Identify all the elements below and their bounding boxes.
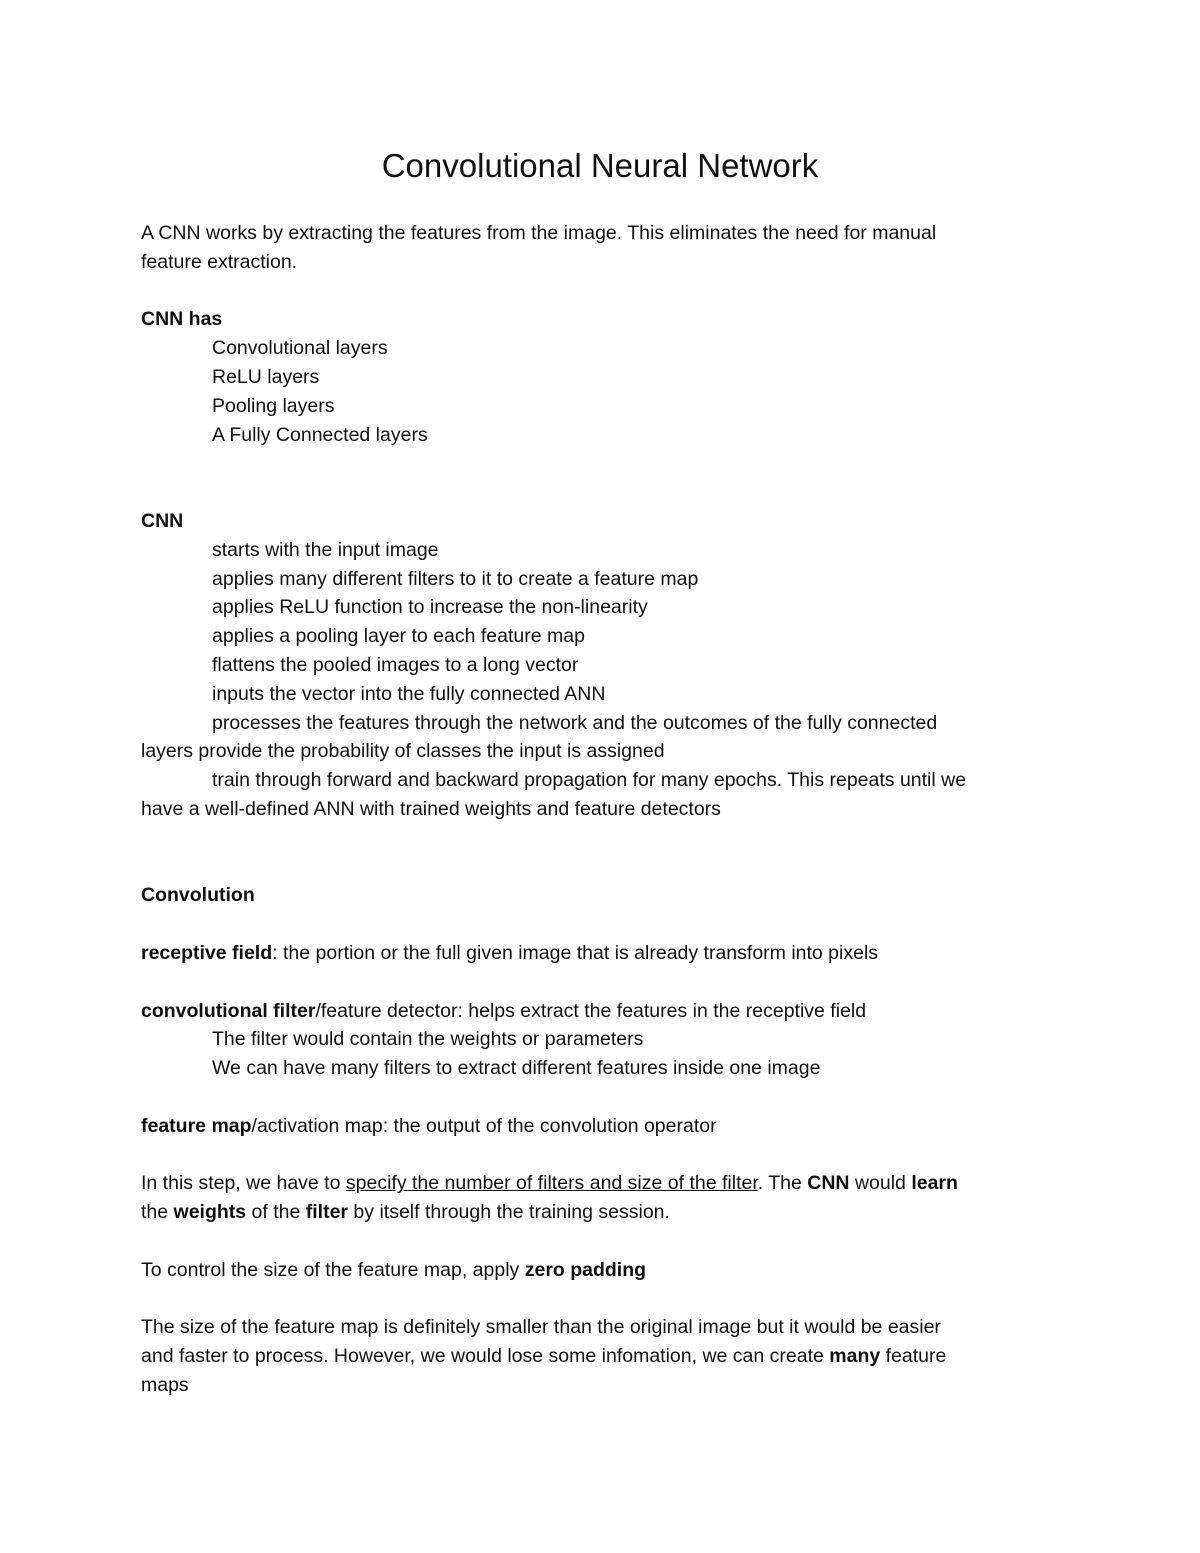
definition-text: : the portion or the full given image that is already transform into pixels xyxy=(272,941,879,964)
step-paragraph-line-1 xyxy=(141,1169,1071,1198)
cnn-has-item: A Fully Connected layers xyxy=(212,423,428,446)
cnn-steps-heading: CNN xyxy=(141,509,184,532)
cnn-step-item: applies many different filters to it to create a feature map xyxy=(212,567,699,590)
text: To control the size of the feature map, apply xyxy=(141,1258,525,1281)
cnn-has-item: Pooling layers xyxy=(212,394,335,417)
bold-text: many xyxy=(829,1345,881,1368)
underlined-text: specify the number of filters and size of the filter xyxy=(345,1172,758,1195)
text: and faster to process. However, we would lose some infomation, we can create xyxy=(141,1345,830,1368)
filter-definition xyxy=(141,997,1071,1026)
cnn-has-item: Convolutional layers xyxy=(212,337,388,360)
feature-map-definition xyxy=(141,1112,1071,1141)
page-title: Convolutional Neural Network xyxy=(381,147,819,184)
definition-text: /feature detector: helps extract the features in the receptive field xyxy=(315,999,867,1022)
cnn-step-item: flattens the pooled images to a long vector xyxy=(212,653,579,676)
text: of the xyxy=(246,1201,306,1224)
cnn-has-item: ReLU layers xyxy=(212,365,320,388)
cnn-step-item: train through forward and backward propagation for many epochs. This repeats until we xyxy=(212,769,967,792)
size-paragraph-line-1: The size of the feature map is definitely smaller than the original image but it would be easier xyxy=(141,1316,941,1339)
text: . The xyxy=(757,1172,808,1195)
convolution-heading: Convolution xyxy=(141,884,255,907)
padding-paragraph xyxy=(141,1256,1071,1285)
definition-text: /activation map: the output of the convolution operator xyxy=(251,1114,717,1137)
text: would xyxy=(849,1172,912,1195)
bold-text: learn xyxy=(911,1172,958,1195)
term: receptive field xyxy=(141,941,273,964)
cnn-step-wrap: have a well-defined ANN with trained weights and feature detectors xyxy=(141,797,721,820)
filter-sub-item: We can have many filters to extract different features inside one image xyxy=(212,1057,821,1080)
bold-text: filter xyxy=(305,1201,349,1224)
cnn-step-item: applies ReLU function to increase the non-linearity xyxy=(212,596,648,619)
size-paragraph-line-2 xyxy=(141,1342,1071,1371)
bold-text: weights xyxy=(173,1201,247,1224)
cnn-step-item: starts with the input image xyxy=(212,538,439,561)
intro-line-1: A CNN works by extracting the features from the image. This eliminates the need for manual xyxy=(141,222,937,244)
step-paragraph-line-2 xyxy=(141,1198,1071,1227)
term: convolutional filter xyxy=(141,999,316,1022)
receptive-field-definition xyxy=(141,939,1071,968)
text: feature xyxy=(880,1345,947,1368)
bold-text: zero padding xyxy=(524,1258,647,1281)
cnn-step-item: inputs the vector into the fully connected ANN xyxy=(212,682,606,705)
text: In this step, we have to xyxy=(141,1172,346,1195)
cnn-step-wrap: layers provide the probability of classes the input is assigned xyxy=(141,740,665,763)
filter-sub-item: The filter would contain the weights or parameters xyxy=(212,1028,644,1051)
text: by itself through the training session. xyxy=(348,1201,670,1224)
cnn-step-item: processes the features through the network and the outcomes of the fully connected xyxy=(212,711,938,734)
bold-text: CNN xyxy=(807,1172,850,1195)
cnn-step-item: applies a pooling layer to each feature map xyxy=(212,625,585,648)
term: feature map xyxy=(141,1114,252,1137)
intro-line-2: feature extraction. xyxy=(141,250,298,273)
cnn-has-heading: CNN has xyxy=(141,308,223,331)
size-paragraph-line-3: maps xyxy=(141,1373,189,1396)
document-body xyxy=(141,219,1071,1400)
text: the xyxy=(141,1201,174,1224)
